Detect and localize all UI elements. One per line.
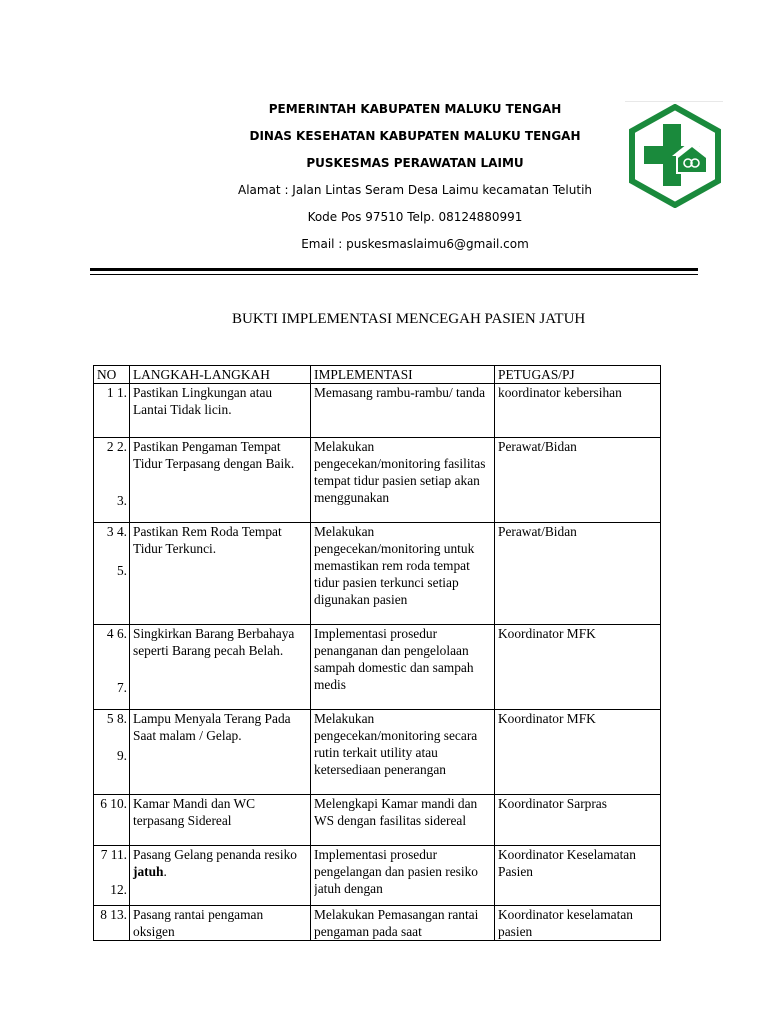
row-implementation: Melakukan pengecekan/monitoring secara rutin terkait utility atau ketersediaan penerangan — [311, 710, 495, 795]
row-step: Singkirkan Barang Berbahaya seperti Barang pecah Belah. — [130, 625, 311, 710]
table-row — [94, 438, 661, 523]
row-implementation: Implementasi prosedur pengelangan dan pasien resiko jatuh dengan — [311, 846, 495, 906]
row-implementation: Implementasi prosedur penanganan dan pengelolaan sampah domestic dan sampah medis — [311, 625, 495, 710]
postal-phone-line: Kode Pos 97510 Telp. 08124880991 — [307, 210, 523, 224]
email-line: Email : puskesmaslaimu6@gmail.com — [301, 237, 529, 251]
row-officer: Koordinator MFK — [495, 625, 661, 710]
table-row — [94, 906, 661, 941]
table-row — [94, 710, 661, 795]
row-step: Pasang Gelang penanda resiko jatuh. — [130, 846, 311, 906]
table-row — [94, 523, 661, 625]
table-header-row — [94, 366, 661, 384]
table-row — [94, 846, 661, 906]
row-number: 1 1. — [94, 384, 130, 438]
row-sub-number: 7. — [116, 680, 127, 695]
row-sub-number: 9. — [116, 748, 127, 763]
row-number: 5 8. 9. — [94, 710, 130, 795]
emphasis-text: jatuh — [133, 864, 164, 879]
row-implementation: Memasang rambu-rambu/ tanda — [311, 384, 495, 438]
row-implementation: Melakukan pengecekan/monitoring untuk memastikan rem roda tempat tidur pasien terkunci setiap digunakan pasien — [311, 523, 495, 625]
row-implementation: Melengkapi Kamar mandi dan WS dengan fasilitas sidereal — [311, 795, 495, 846]
row-sub-number: 5. — [116, 563, 127, 578]
puskesmas-name: PUSKESMAS PERAWATAN LAIMU — [306, 156, 524, 170]
row-step: Pastikan Rem Roda Tempat Tidur Terkunci. — [130, 523, 311, 625]
government-name: PEMERINTAH KABUPATEN MALUKU TENGAH — [268, 102, 562, 116]
logo-divider — [625, 101, 723, 102]
row-number: 7 11. 12. — [94, 846, 130, 906]
row-number: 2 2. 3. — [94, 438, 130, 523]
row-number: 3 4. 5. — [94, 523, 130, 625]
table-row — [94, 384, 661, 438]
row-officer: Perawat/Bidan — [495, 523, 661, 625]
row-step: Pasang rantai pengaman oksigen — [130, 906, 311, 941]
row-step: Pastikan Pengaman Tempat Tidur Terpasang dengan Baik. — [130, 438, 311, 523]
row-officer: Koordinator MFK — [495, 710, 661, 795]
row-officer: Perawat/Bidan — [495, 438, 661, 523]
table-row — [94, 625, 661, 710]
row-step: Pastikan Lingkungan atau Lantai Tidak licin. — [130, 384, 311, 438]
row-implementation: Melakukan pengecekan/monitoring fasilitas tempat tidur pasien setiap akan menggunakan — [311, 438, 495, 523]
header-rule-thin — [90, 274, 698, 275]
address-line: Alamat : Jalan Lintas Seram Desa Laimu kecamatan Telutih — [237, 183, 593, 197]
row-officer: koordinator kebersihan — [495, 384, 661, 438]
header-steps: LANGKAH-LANGKAH — [130, 366, 311, 384]
row-officer: Koordinator Keselamatan Pasien — [495, 846, 661, 906]
row-officer: Koordinator Sarpras — [495, 795, 661, 846]
row-officer: Koordinator keselamatan pasien — [495, 906, 661, 941]
row-step: Lampu Menyala Terang Pada Saat malam / Gelap. — [130, 710, 311, 795]
table-row — [94, 795, 661, 846]
document-title: BUKTI IMPLEMENTASI MENCEGAH PASIEN JATUH — [232, 311, 586, 327]
row-sub-number: 12. — [110, 882, 127, 897]
header-no: NO — [94, 366, 130, 384]
row-number: 4 6. 7. — [94, 625, 130, 710]
puskesmas-logo-icon — [628, 104, 722, 208]
row-number: 8 13. — [94, 906, 130, 941]
header-officer: PETUGAS/PJ — [495, 366, 661, 384]
implementation-table — [93, 365, 661, 941]
health-office-name: DINAS KESEHATAN KABUPATEN MALUKU TENGAH — [249, 129, 581, 143]
row-step: Kamar Mandi dan WC terpasang Sidereal — [130, 795, 311, 846]
row-implementation: Melakukan Pemasangan rantai pengaman pada saat — [311, 906, 495, 941]
row-sub-number: 3. — [116, 493, 127, 508]
header-implementation: IMPLEMENTASI — [311, 366, 495, 384]
row-number: 6 10. — [94, 795, 130, 846]
header-rule-thick — [90, 268, 698, 271]
